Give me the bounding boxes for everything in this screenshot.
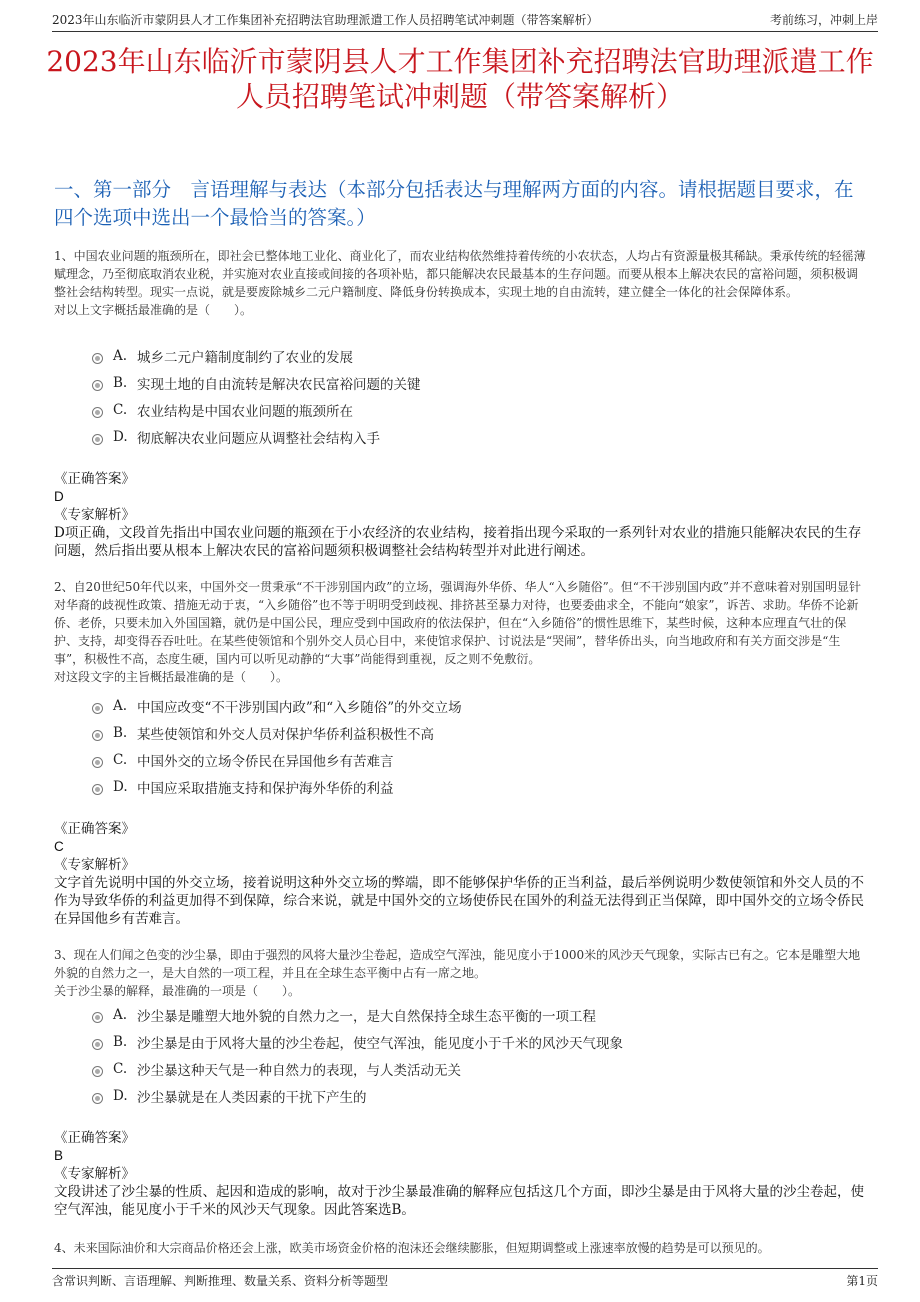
option-text: 城乡二元户籍制度制约了农业的发展 (137, 349, 353, 366)
radio-icon[interactable] (92, 784, 103, 795)
option-letter: B. (113, 724, 128, 741)
question-stem: 3、现在人们闻之色变的沙尘暴，即由于强烈的风将大量沙尘卷起，造成空气浑浊，能见度小于1000米的风沙天气现象，实际古已有之。它本是雕塑大地外貌的自然力之一，是大自然的一项工程，并且在全球生态平衡中占有一席之地。 (54, 948, 861, 980)
answer-key: C (54, 839, 64, 854)
option-a[interactable] (92, 692, 860, 719)
answer-key: B (54, 1148, 64, 1163)
option-text: 沙尘暴就是在人类因素的干扰下产生的 (137, 1089, 367, 1106)
radio-icon[interactable] (92, 1012, 103, 1023)
option-letter: C. (113, 751, 128, 768)
question-4 (54, 1239, 868, 1257)
answer-label: 《正确答案》 (54, 821, 135, 837)
question-prompt: 对这段文字的主旨概括最准确的是（ ）。 (54, 670, 289, 684)
option-text: 中国应改变“不干涉别国内政”和“入乡随俗”的外交立场 (137, 699, 462, 716)
section-heading: 一、第一部分 言语理解与表达（本部分包括表达与理解两方面的内容。请根据题目要求，在四个选项中选出一个最恰当的答案。） (54, 178, 854, 229)
option-a[interactable] (92, 342, 860, 369)
option-letter: D. (113, 778, 128, 795)
question-prompt: 对以上文字概括最准确的是（ ）。 (54, 303, 253, 317)
explanation-text: 文段讲述了沙尘暴的性质、起因和造成的影响，故对于沙尘暴最准确的解释应包括这几个方面，即沙尘暴是由于风将大量的沙尘卷起，使空气浑浊，能见度小于千米的风沙天气现象。因此答案选B。 (54, 1184, 864, 1218)
question-1 (54, 247, 868, 319)
option-letter: B. (113, 1033, 128, 1050)
radio-icon[interactable] (92, 730, 103, 741)
option-letter: D. (113, 428, 128, 445)
radio-icon[interactable] (92, 434, 103, 445)
option-c[interactable] (92, 746, 860, 773)
page-footer (52, 1268, 878, 1292)
answer-key: D (54, 489, 64, 504)
question-prompt: 关于沙尘暴的解释，最准确的一项是（ ）。 (54, 984, 301, 998)
option-d[interactable] (92, 773, 860, 800)
question-stem: 2、自20世纪50年代以来，中国外交一贯秉承“不干涉别国内政”的立场，强调海外华侨、华人“入乡随俗”。但“不干涉别国内政”并不意味着对别国明显针对华裔的歧视性政策、措施无动于衷，“入乡随俗”也不等于明明受到歧视、排挤甚至暴力对待，也要委曲求全，不能向“娘家”，诉苦、求助。华侨不论新侨、老侨，只要未加入外国国籍，就仍是中国公民，理应受到中国政府的依法保护，但在“入乡随俗”的惯性思维下，某些时候，这种本应理直气壮的保护、支持，却变得吞吞吐吐。在某些使领馆和个别外交人员心目中，来使馆求保护、讨说法是“哭闹”，替华侨出头，向当地政府和有关方面交涉是“生事”，积极性不高，态度生硬，国内可以听见动静的“大事”尚能得到重视，反之则不免敷衍。 (54, 580, 861, 666)
option-d[interactable] (92, 423, 860, 450)
option-text: 中国应采取措施支持和保护海外华侨的利益 (137, 780, 394, 797)
radio-icon[interactable] (92, 1039, 103, 1050)
option-letter: C. (113, 1060, 128, 1077)
footer-question-types: 含常识判断、言语理解、判断推理、数量关系、资料分析等题型 (52, 1274, 389, 1288)
explanation-label: 《专家解析》 (54, 507, 135, 523)
question-2-answer (54, 820, 868, 928)
option-text: 彻底解决农业问题应从调整社会结构入手 (137, 430, 380, 447)
question-1-answer (54, 470, 868, 560)
explanation-text: D项正确，文段首先指出中国农业问题的瓶颈在于小农经济的农业结构，接着指出现今采取的一系列针对农业的措施只能解决农民的生存问题，然后指出要从根本上解决农民的富裕问题须积极调整社会结构转型并对此进行阐述。 (54, 525, 862, 559)
option-text: 沙尘暴是雕塑大地外貌的自然力之一，是大自然保持全球生态平衡的一项工程 (137, 1008, 596, 1025)
radio-icon[interactable] (92, 380, 103, 391)
document-title: 2023年山东临沂市蒙阴县人才工作集团补充招聘法官助理派遣工作人员招聘笔试冲刺题（带答案解析） (46, 45, 874, 113)
option-text: 农业结构是中国农业问题的瓶颈所在 (137, 403, 353, 420)
question-2 (54, 578, 868, 686)
question-3-answer (54, 1129, 868, 1219)
radio-icon[interactable] (92, 407, 103, 418)
option-a[interactable] (92, 1001, 860, 1028)
explanation-text: 文字首先说明中国的外交立场，接着说明这种外交立场的弊端，即不能够保护华侨的正当利益，最后举例说明少数使领馆和外交人员的不作为导致华侨的利益更加得不到保障，综合来说，就是中国外交的立场使侨民在国外的利益无法得到正当保障，即中国外交的立场令侨民在异国他乡有苦难言。 (54, 875, 864, 927)
header-doc-title: 2023年山东临沂市蒙阴县人才工作集团补充招聘法官助理派遣工作人员招聘笔试冲刺题（带答案解析） (52, 13, 599, 27)
page-header (52, 10, 878, 32)
option-letter: A. (113, 347, 128, 364)
radio-icon[interactable] (92, 1066, 103, 1077)
option-letter: A. (113, 1006, 128, 1023)
question-stem: 1、中国农业问题的瓶颈所在，即社会已整体地工业化、商业化了，而农业结构依然维持着传统的小农状态，人均占有资源量极其稀缺。秉承传统的轻徭薄赋理念，乃至彻底取消农业税，并实施对农业直接或间接的各项补贴，都只能解决农民最基本的生存问题。而要从根本上解决农民的富裕问题，须积极调整社会结构转型。现实一点说，就是要废除城乡二元户籍制度、降低身份转换成本，实现土地的自由流转，建立健全一体化的社会保障体系。 (54, 249, 866, 299)
option-text: 沙尘暴这种天气是一种自然力的表现，与人类活动无关 (137, 1062, 461, 1079)
option-letter: B. (113, 374, 128, 391)
option-c[interactable] (92, 1055, 860, 1082)
question-stem: 4、未来国际油价和大宗商品价格还会上涨，欧美市场资金价格的泡沫还会继续膨胀，但短期调整或上涨速率放慢的趋势是可以预见的。 (54, 1241, 770, 1255)
option-text: 中国外交的立场令侨民在异国他乡有苦难言 (137, 753, 394, 770)
header-slogan: 考前练习，冲刺上岸 (769, 13, 878, 27)
radio-icon[interactable] (92, 1093, 103, 1104)
question-2-options (92, 692, 860, 800)
radio-icon[interactable] (92, 757, 103, 768)
explanation-label: 《专家解析》 (54, 1166, 135, 1182)
radio-icon[interactable] (92, 703, 103, 714)
answer-label: 《正确答案》 (54, 1130, 135, 1146)
option-letter: D. (113, 1087, 128, 1104)
page-number: 第1页 (846, 1274, 878, 1288)
option-text: 实现土地的自由流转是解决农民富裕问题的关键 (137, 376, 421, 393)
option-text: 某些使领馆和外交人员对保护华侨利益积极性不高 (137, 726, 434, 743)
explanation-label: 《专家解析》 (54, 857, 135, 873)
option-letter: A. (113, 697, 128, 714)
option-b[interactable] (92, 369, 860, 396)
option-text: 沙尘暴是由于风将大量的沙尘卷起，使空气浑浊，能见度小于千米的风沙天气现象 (137, 1035, 623, 1052)
question-3 (54, 946, 868, 1000)
option-d[interactable] (92, 1082, 860, 1109)
option-letter: C. (113, 401, 128, 418)
question-1-options (92, 342, 860, 450)
question-3-options (92, 1001, 860, 1109)
answer-label: 《正确答案》 (54, 471, 135, 487)
option-b[interactable] (92, 719, 860, 746)
radio-icon[interactable] (92, 353, 103, 364)
option-b[interactable] (92, 1028, 860, 1055)
option-c[interactable] (92, 396, 860, 423)
